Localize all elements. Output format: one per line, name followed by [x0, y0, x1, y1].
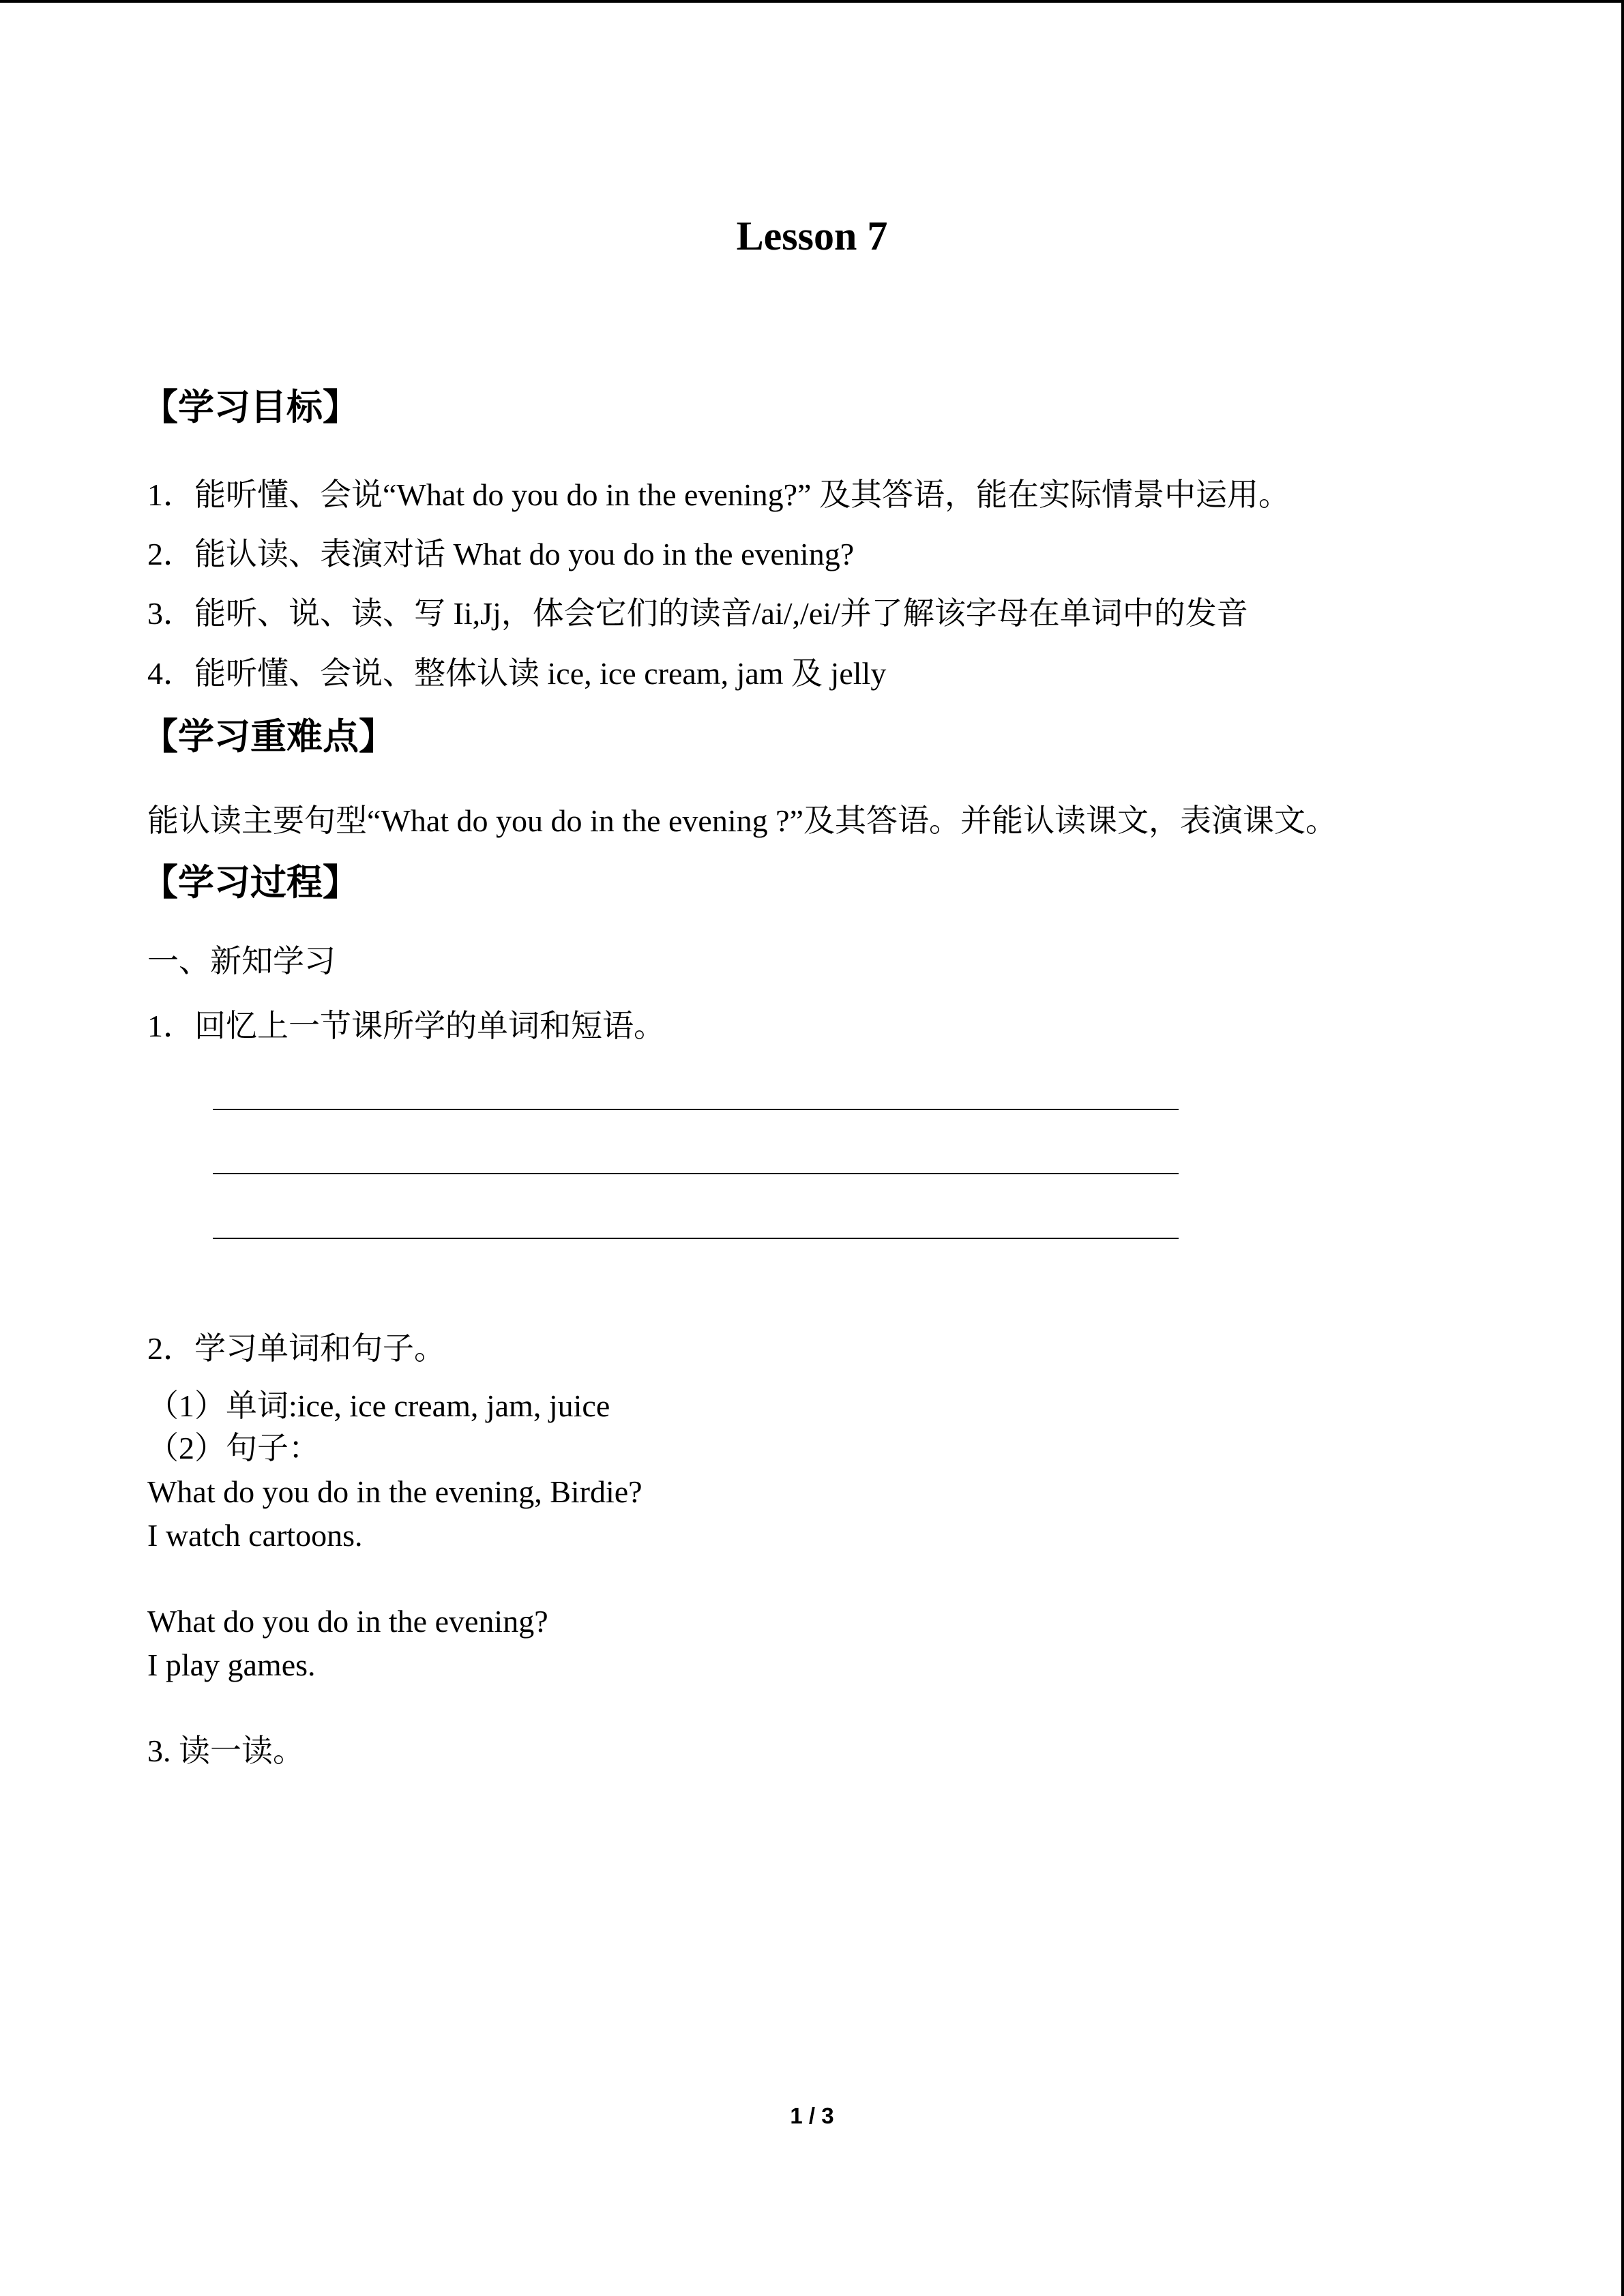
dialogue-line-1: What do you do in the evening, Birdie? [147, 1474, 643, 1509]
page-border-top [0, 0, 1624, 3]
dialogue-line-3: What do you do in the evening? [147, 1604, 548, 1639]
heading-learning-objectives: 【学习目标】 [142, 388, 359, 428]
step-3-read: 3. 读一读。 [147, 1733, 304, 1768]
answer-blank-line-3[interactable] [213, 1238, 1179, 1239]
answer-blank-line-1[interactable] [213, 1109, 1179, 1110]
document-title: Lesson 7 [736, 213, 888, 258]
objective-item-1: 1．能听懂、会说“What do you do in the evening?” 及其答语，能在实际情景中运用。 [147, 477, 1290, 512]
objective-item-2: 2．能认读、表演对话 What do you do in the evening? [147, 537, 855, 571]
words-line: （1）单词:ice, ice cream, jam, juice [147, 1388, 610, 1423]
dialogue-line-4: I play games. [147, 1648, 316, 1682]
dialogue-line-2: I watch cartoons. [147, 1518, 363, 1553]
objective-item-4: 4．能听懂、会说、整体认读 ice, ice cream, jam 及 jelly [147, 656, 887, 691]
page-border-right [1621, 0, 1624, 2296]
part-title-new-knowledge: 一、新知学习 [147, 944, 336, 979]
heading-key-points: 【学习重难点】 [142, 717, 395, 757]
heading-learning-process: 【学习过程】 [142, 863, 359, 903]
answer-blank-line-2[interactable] [213, 1173, 1179, 1174]
page-number: 1 / 3 [790, 2103, 834, 2128]
step-2-learn: 2．学习单词和句子。 [147, 1331, 445, 1366]
key-points-text: 能认读主要句型“What do you do in the evening ?”及其答语。并能认读课文，表演课文。 [147, 803, 1337, 838]
sentences-label: （2）句子： [147, 1431, 320, 1465]
step-1-recall: 1．回忆上一节课所学的单词和短语。 [147, 1009, 665, 1043]
objective-item-3: 3．能听、说、读、写 Ii,Jj，体会它们的读音/ai/,/ei/并了解该字母在单词中的发音 [147, 596, 1248, 631]
